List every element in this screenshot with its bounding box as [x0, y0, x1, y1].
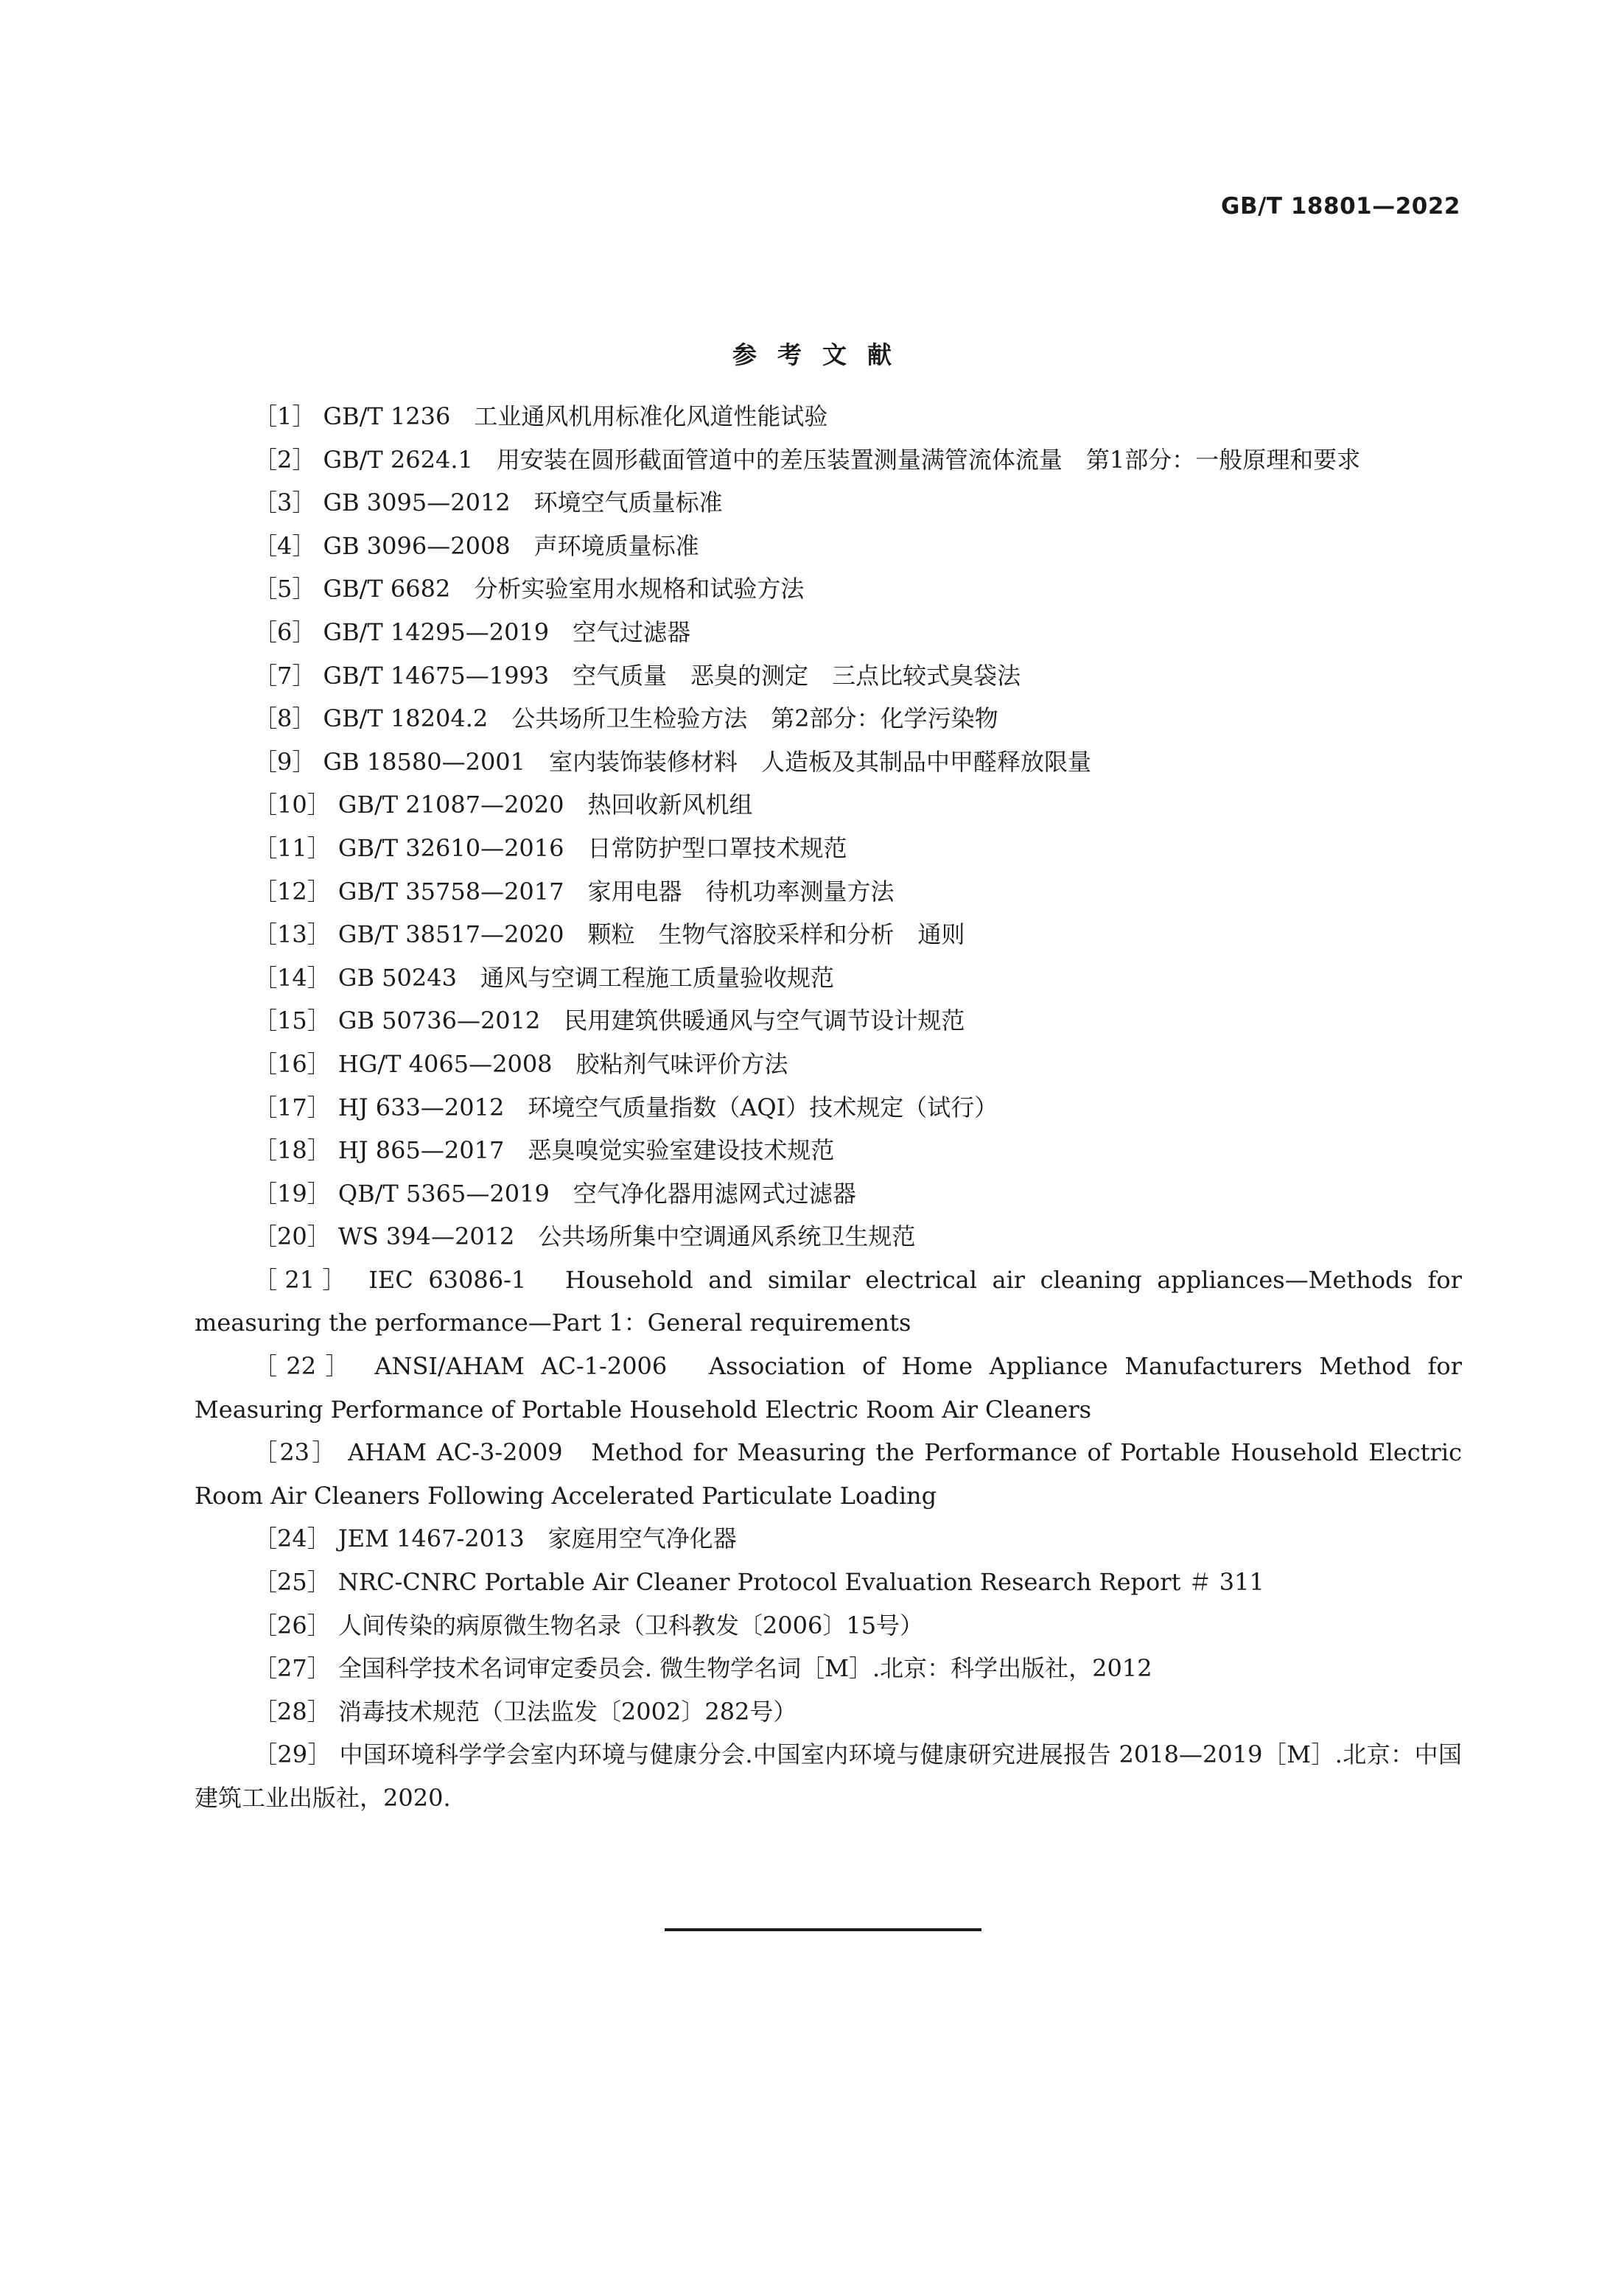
reference-item: ［19］ QB/T 5365—2019 空气净化器用滤网式过滤器 [253, 1179, 856, 1208]
reference-item: ［13］ GB/T 38517—2020 颗粒 生物气溶胶采样和分析 通则 [253, 920, 965, 949]
reference-item: ［9］ GB 18580—2001 室内装饰装修材料 人造板及其制品中甲醛释放限量 [253, 747, 1092, 776]
reference-item: ［7］ GB/T 14675—1993 空气质量 恶臭的测定 三点比较式臭袋法 [253, 661, 1021, 690]
reference-item: ［23］ AHAM AC-3-2009 Method for Measuring the Performance of Portable Household Electric Room Air Cleaners Following Accelerated Particulate Loading [195, 1438, 1470, 1510]
reference-item: ［11］ GB/T 32610—2016 日常防护型口罩技术规范 [253, 833, 847, 862]
reference-item: ［16］ HG/T 4065—2008 胶粘剂气味评价方法 [253, 1049, 788, 1078]
reference-item: ［29］ 中国环境科学学会室内环境与健康分会.中国室内环境与健康研究进展报告 2018—2019［M］.北京：中国建筑工业出版社，2020. [195, 1740, 1462, 1812]
reference-item: ［17］ HJ 633—2012 环境空气质量指数（AQI）技术规定（试行） [253, 1093, 998, 1121]
reference-item: ［4］ GB 3096—2008 声环境质量标准 [253, 531, 699, 560]
reference-item: ［5］ GB/T 6682 分析实验室用水规格和试验方法 [253, 575, 805, 603]
reference-list [195, 395, 1470, 1820]
reference-item: ［12］ GB/T 35758—2017 家用电器 待机功率测量方法 [253, 877, 895, 906]
reference-item: ［2］ GB/T 2624.1 用安装在圆形截面管道中的差压装置测量满管流体流量 第1部分：一般原理和要求 [253, 445, 1361, 474]
reference-item: ［26］ 人间传染的病原微生物名录（卫科教发〔2006〕15号） [253, 1611, 924, 1639]
reference-item: ［18］ HJ 865—2017 恶臭嗅觉实验室建设技术规范 [253, 1136, 835, 1165]
reference-item: ［27］ 全国科学技术名词审定委员会. 微生物学名词［M］.北京：科学出版社，2012 [253, 1654, 1152, 1683]
reference-item: ［21］ IEC 63086-1 Household and similar electrical air cleaning appliances—Methods for measuring the performance—Part 1：General requirements [195, 1265, 1470, 1337]
reference-item: ［28］ 消毒技术规范（卫法监发〔2002〕282号） [253, 1697, 797, 1726]
end-rule [665, 1928, 981, 1931]
reference-item: ［3］ GB 3095—2012 环境空气质量标准 [253, 489, 723, 517]
reference-item: ［25］ NRC-CNRC Portable Air Cleaner Protocol Evaluation Research Report ＃ 311 [253, 1568, 1264, 1597]
reference-item: ［1］ GB/T 1236 工业通风机用标准化风道性能试验 [253, 402, 828, 430]
reference-item: ［10］ GB/T 21087—2020 热回收新风机组 [253, 791, 753, 819]
reference-item: ［24］ JEM 1467-2013 家庭用空气净化器 [253, 1524, 737, 1553]
reference-item: ［8］ GB/T 18204.2 公共场所卫生检验方法 第2部分：化学污染物 [253, 704, 998, 733]
reference-item: ［14］ GB 50243 通风与空调工程施工质量验收规范 [253, 963, 834, 992]
reference-item: ［6］ GB/T 14295—2019 空气过滤器 [253, 617, 691, 646]
standard-code-header: GB/T 18801—2022 [1221, 193, 1460, 220]
reference-item: ［22］ ANSI/AHAM AC-1-2006 Association of Home Appliance Manufacturers Method for Measuring Performance of Portable Household Electric Room Air Cleaners [195, 1352, 1470, 1424]
reference-item: ［15］ GB 50736—2012 民用建筑供暖通风与空气调节设计规范 [253, 1007, 965, 1035]
reference-item: ［20］ WS 394—2012 公共场所集中空调通风系统卫生规范 [253, 1222, 916, 1251]
section-title: 参考文献 [732, 340, 912, 369]
